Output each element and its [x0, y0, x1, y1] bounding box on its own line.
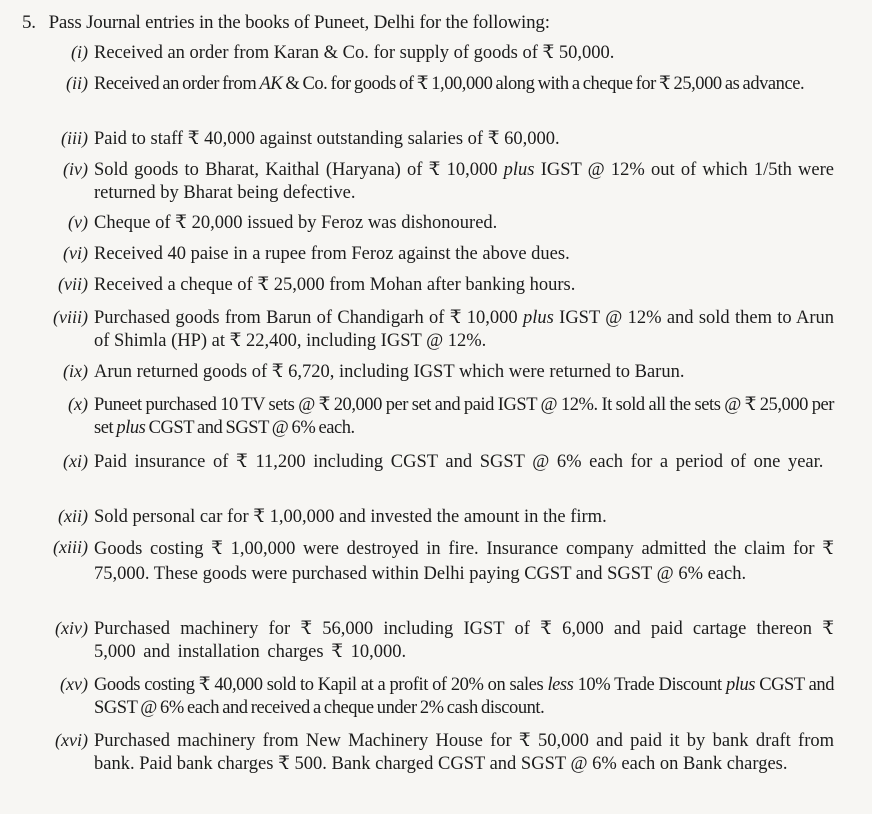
- item-label: (xv): [60, 674, 88, 694]
- item-text-part: Goods costing ₹ 1,00,000 were destroyed in fire. Insurance company admitted the claim for ₹ 75,000. These goods were purchased within Delhi paying CGST and SGST @ 6% each.: [94, 539, 834, 584]
- item-text-part: Paid to staff ₹ 40,000 against outstanding salaries of ₹ 60,000.: [94, 129, 560, 149]
- item-text-part: Arun returned goods of ₹ 6,720, including IGST which were returned to Barun.: [94, 362, 685, 382]
- item-label: (vi): [63, 243, 88, 263]
- item-text: [94, 212, 834, 235]
- item-text-part: Purchased goods from Barun of Chandigarh of ₹ 10,000: [94, 308, 523, 328]
- item-text: [94, 128, 834, 151]
- item-text-part: CGST and SGST @ 6% each and received a cheque under 2% cash discount.: [94, 675, 834, 718]
- item-text-part: Puneet purchased 10 TV sets @ ₹ 20,000 per set and paid IGST @ 12%. It sold all the sets @ ₹ 25,000 per set: [94, 395, 834, 438]
- item-text-italic: AK: [259, 74, 283, 94]
- item-text-part: Purchased machinery for ₹ 56,000 including IGST of ₹ 6,000 and paid cartage thereon ₹ 5,000 and installation charges ₹ 10,000.: [94, 619, 834, 662]
- item-text-part: IGST @ 12% out of which 1/5th were returned by Bharat being defective.: [94, 160, 834, 203]
- item-text-part: Received a cheque of ₹ 25,000 from Mohan after banking hours.: [94, 275, 576, 295]
- item-label: (ix): [63, 361, 88, 381]
- item-text: [94, 618, 834, 664]
- item-text-part: Received an order from: [94, 74, 260, 94]
- item-text: [94, 537, 834, 587]
- item-text-part: Received 40 paise in a rupee from Feroz against the above dues.: [94, 244, 570, 264]
- item-text: [94, 451, 834, 474]
- item-text: [94, 394, 834, 440]
- item-text: [94, 73, 834, 96]
- item-text: [94, 674, 834, 720]
- item-text-part: Paid insurance of ₹ 11,200 including CGST and SGST @ 6% each for a period of one year.: [94, 452, 824, 472]
- item-text-part: 10% Trade Discount: [573, 675, 726, 695]
- item-text-italic: plus: [725, 675, 756, 695]
- item-text: [94, 361, 834, 384]
- item-label: (iv): [63, 159, 88, 179]
- item-text: [94, 307, 834, 353]
- item-text-italic: plus: [116, 418, 146, 438]
- question-number: 5.: [22, 12, 36, 33]
- item-text-part: Sold personal car for ₹ 1,00,000 and invested the amount in the firm.: [94, 507, 607, 527]
- item-text-italic: plus: [523, 308, 554, 328]
- item-text-part: Received an order from Karan & Co. for supply of goods of ₹ 50,000.: [94, 43, 615, 63]
- item-label: (vii): [58, 274, 88, 294]
- item-text: [94, 506, 834, 529]
- item-text-part: CGST and SGST @ 6% each.: [145, 418, 355, 438]
- item-text: [94, 42, 834, 65]
- item-label: (ii): [66, 73, 88, 93]
- item-label: (xiii): [53, 537, 88, 557]
- item-label: (x): [68, 394, 88, 414]
- item-text-italic: plus: [503, 160, 535, 180]
- item-label: (xii): [58, 506, 88, 526]
- question-title: Pass Journal entries in the books of Puneet, Delhi for the following:: [48, 12, 550, 33]
- item-text: [94, 243, 834, 266]
- question-heading: [22, 12, 550, 34]
- item-text-part: IGST @ 12% and sold them to Arun of Shimla (HP) at ₹ 22,400, including IGST @ 12%.: [94, 308, 834, 351]
- item-label: (xiv): [55, 618, 88, 638]
- item-text: [94, 730, 834, 776]
- item-text: [94, 274, 834, 297]
- item-text-part: Sold goods to Bharat, Kaithal (Haryana) of ₹ 10,000: [94, 160, 504, 180]
- item-label: (viii): [53, 307, 88, 327]
- item-text-italic: less: [547, 675, 574, 695]
- item-text-part: Cheque of ₹ 20,000 issued by Feroz was dishonoured.: [94, 213, 498, 233]
- item-text-part: Goods costing ₹ 40,000 sold to Kapil at a profit of 20% on sales: [94, 675, 548, 695]
- item-label: (xi): [63, 451, 88, 471]
- item-text-part: & Co. for goods of ₹ 1,00,000 along with a cheque for ₹ 25,000 as advance.: [282, 74, 805, 94]
- item-label: (i): [71, 42, 88, 62]
- item-label: (iii): [61, 128, 88, 148]
- item-text: [94, 159, 834, 205]
- item-text-part: Purchased machinery from New Machinery House for ₹ 50,000 and paid it by bank draft from bank. Paid bank charges ₹ 500. Bank charged CGST and SGST @ 6% each on Bank charges.: [94, 731, 834, 774]
- item-label: (v): [68, 212, 88, 232]
- item-label: (xvi): [55, 730, 88, 750]
